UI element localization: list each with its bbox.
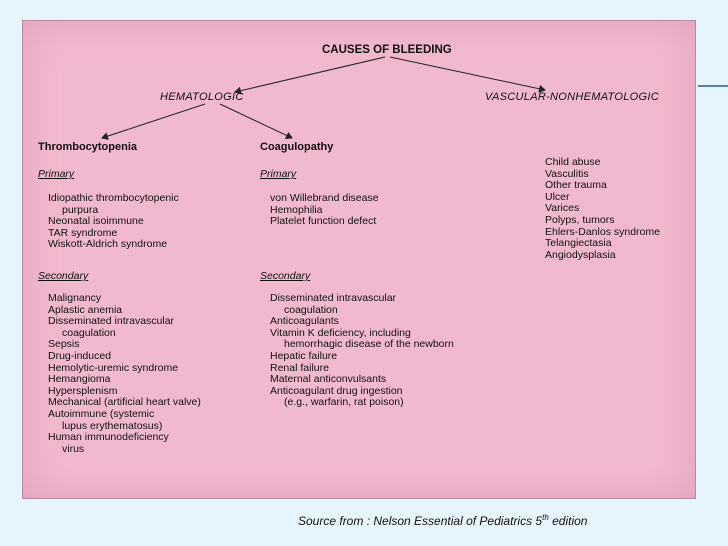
arrow-to-thrombocytopenia [102, 104, 205, 138]
list-item: Hemophilia [270, 203, 323, 216]
list-item: Vasculitis [545, 167, 589, 180]
list-item: Disseminated intravascular [270, 292, 397, 304]
list-item: Hemangioma [48, 373, 111, 386]
list-item: Drug-induced [48, 349, 112, 362]
list-item: Telangiectasia [545, 237, 612, 250]
branch-vascular: VASCULAR-NONHEMATOLOGIC [485, 91, 659, 103]
list-item: coagulation [62, 326, 116, 339]
list-item: lupus erythematosus) [62, 419, 163, 432]
list-item: Hemolytic-uremic syndrome [48, 361, 179, 374]
thrombocytopenia-primary-label: Primary [38, 168, 75, 180]
thrombocytopenia-secondary-label: Secondary [38, 270, 89, 282]
vascular-list [545, 157, 660, 261]
thrombocytopenia-heading: Thrombocytopenia [38, 141, 138, 153]
caption-superscript: th [542, 513, 549, 522]
diagram-title: CAUSES OF BLEEDING [322, 44, 452, 56]
list-item: Anticoagulants [270, 315, 339, 328]
list-item: Varices [545, 202, 580, 215]
arrow-to-hematologic [235, 57, 385, 92]
list-item: Other trauma [545, 179, 607, 192]
list-item: Hepatic failure [270, 349, 338, 362]
list-item: Ehlers-Danlos syndrome [545, 225, 660, 238]
list-item: Hypersplenism [48, 384, 118, 397]
list-item: Sepsis [48, 338, 80, 351]
list-item: Ulcer [545, 190, 570, 203]
arrow-to-coagulopathy [220, 104, 292, 138]
list-item: Renal failure [270, 361, 329, 374]
list-item: coagulation [284, 303, 338, 316]
list-item: Platelet function defect [270, 215, 377, 228]
arrow-to-vascular [390, 57, 545, 90]
list-item: Anticoagulant drug ingestion [270, 384, 403, 397]
list-item: Neonatal isoimmune [48, 215, 144, 228]
list-item: Vitamin K deficiency, including [270, 326, 411, 339]
coagulopathy-secondary-list [270, 293, 454, 409]
list-item: Angiodysplasia [545, 248, 616, 261]
list-item: Mechanical (artificial heart valve) [48, 396, 201, 409]
source-caption [298, 513, 587, 528]
list-item: purpura [62, 203, 99, 216]
list-item: von Willebrand disease [270, 192, 379, 204]
list-item: Disseminated intravascular [48, 315, 175, 328]
coagulopathy-primary-list [270, 193, 379, 228]
list-item: Malignancy [48, 292, 102, 304]
list-item: Polyps, tumors [545, 213, 615, 226]
list-item: virus [62, 442, 85, 455]
list-item: (e.g., warfarin, rat poison) [284, 396, 404, 409]
list-item: Wiskott-Aldrich syndrome [48, 238, 168, 251]
coagulopathy-primary-label: Primary [260, 168, 297, 180]
list-item: TAR syndrome [48, 226, 118, 239]
list-item: Child abuse [545, 156, 601, 168]
list-item: hemorrhagic disease of the newborn [284, 338, 454, 351]
branch-hematologic: HEMATOLOGIC [160, 91, 244, 103]
list-item: Idiopathic thrombocytopenic [48, 192, 179, 204]
caption-text: Source from : Nelson Essential of Pediatrics 5 [298, 514, 543, 528]
thrombocytopenia-secondary-list [48, 293, 201, 455]
list-item: Maternal anticonvulsants [270, 373, 387, 386]
list-item: Human immunodeficiency [48, 431, 169, 444]
list-item: Autoimmune (systemic [48, 407, 155, 420]
coagulopathy-heading: Coagulopathy [260, 141, 334, 153]
thrombocytopenia-primary-list [48, 193, 179, 251]
coagulopathy-secondary-label: Secondary [260, 270, 311, 282]
list-item: Aplastic anemia [48, 303, 123, 316]
caption-suffix: edition [548, 514, 588, 528]
